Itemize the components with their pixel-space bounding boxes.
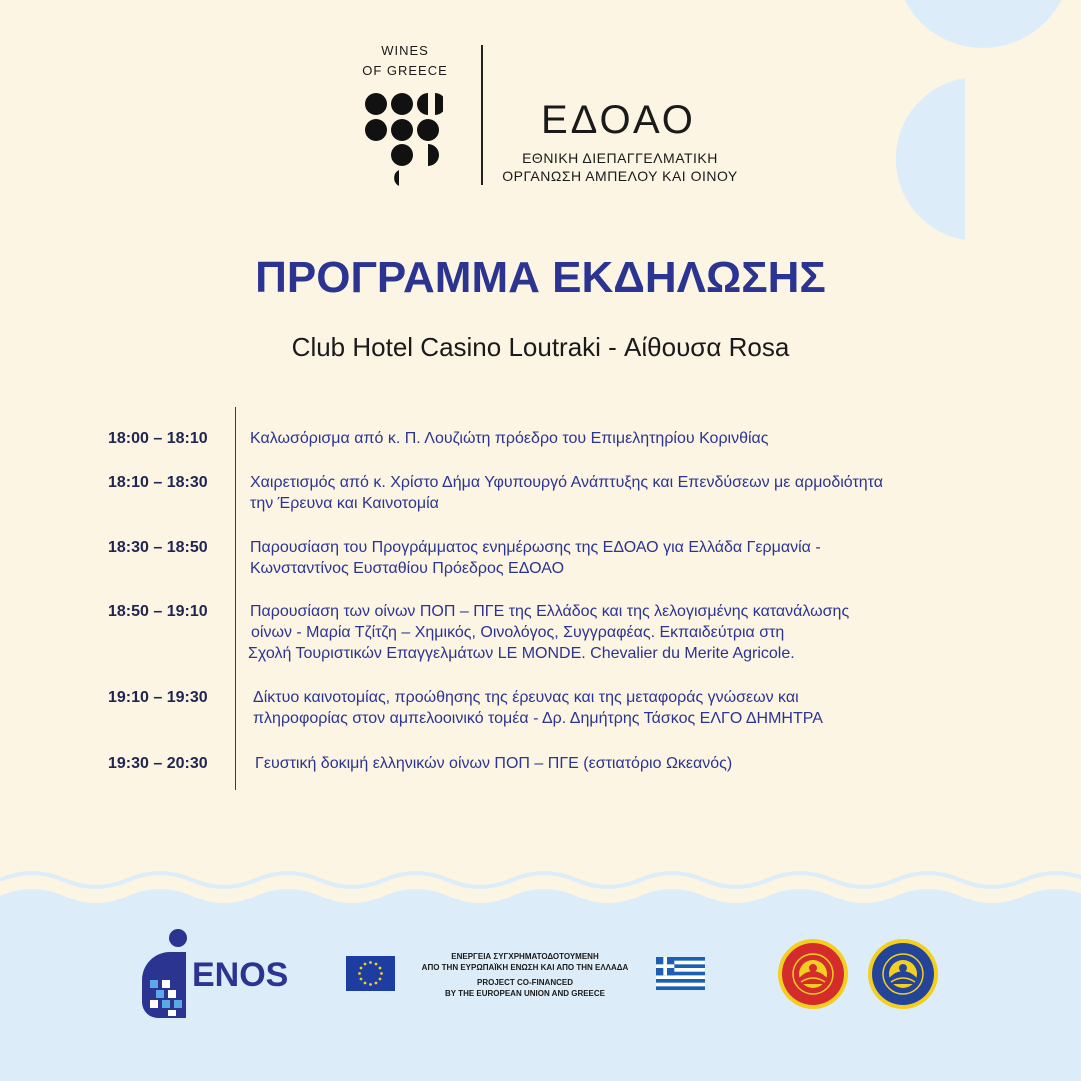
schedule-description [253,687,823,729]
enos-logo-icon [140,928,190,1020]
schedule-description [250,537,821,579]
eu-flag-icon [346,956,395,991]
schedule-description [250,601,849,664]
schedule-divider [235,407,236,790]
eu-text-line4: BY THE EUROPEAN UNION AND GREECE [444,989,606,998]
eu-text-line3: PROJECT CO-FINANCED [476,978,573,987]
schedule-time: 18:10 – 18:30 [108,474,208,491]
schedule-description-line: την Έρευνα και Καινοτομία [250,495,439,512]
schedule-time: 19:10 – 19:30 [108,689,208,706]
schedule-time: 18:30 – 18:50 [108,539,208,556]
schedule-description-line: Παρουσίαση των οίνων ΠΟΠ – ΠΓΕ της Ελλάδος και της λελογισμένης κατανάλωσης [250,603,850,620]
schedule-description-line: Παρουσίαση του Προγράμματος ενημέρωσης της ΕΔΟΑΟ για Ελλάδα Γερμανία - [250,539,821,556]
grape-cluster-icon [363,92,443,187]
schedule-description-line: Χαιρετισμός από κ. Χρίστο Δήμα Υφυπουργό Ανάπτυξης και Επενδύσεων με αρμοδιότητα [250,474,884,491]
schedule-description-line: Καλωσόρισμα από κ. Π. Λουζιώτη πρόεδρο του Επιμελητηρίου Κορινθίας [250,430,769,447]
greek-flag-icon [656,957,705,990]
org-name-line2: ΟΡΓΑΝΩΣΗ ΑΜΠΕΛΟΥ ΚΑΙ ΟΙΝΟΥ [502,168,738,184]
enos-label: ENOS [192,956,289,994]
pdo-seal-icon [777,938,849,1010]
wines-logo-line2: OF GREECE [362,63,448,78]
schedule-time: 18:50 – 19:10 [108,603,208,620]
schedule-description-line: πληροφορίας στον αμπελοοινικό τομέα - Δρ. Δημήτρης Τάσκος ΕΛΓΟ ΔΗΜΗΤΡΑ [253,710,823,727]
venue-subtitle: Club Hotel Casino Loutraki - Αίθουσα Rosa [291,332,790,362]
logo-divider [481,45,483,185]
eu-text-line1: ΕΝΕΡΓΕΙΑ ΣΥΓΧΡΗΜΑΤΟΔΟΤΟΥΜΕΝΗ [451,952,599,961]
pgi-seal-icon [867,938,939,1010]
eu-text-line2: ΑΠΟ ΤΗΝ ΕΥΡΩΠΑΪΚΗ ΕΝΩΣΗ ΚΑΙ ΑΠΟ ΤΗΝ ΕΛΛΑΔΑ [421,963,629,972]
schedule-description-line: Δίκτυο καινοτομίας, προώθησης της έρευνας και της μεταφοράς γνώσεων και [253,689,799,706]
schedule-description-line: Γευστική δοκιμή ελληνικών οίνων ΠΟΠ – ΠΓΕ (εστιατόριο Ωκεανός) [255,755,733,772]
schedule-description-line: οίνων - Μαρία Τζίτζη – Χημικός, Οινολόγος, Συγγραφέας. Εκπαιδεύτρια στη [251,624,785,641]
org-acronym: ΕΔΟΑΟ [541,98,696,142]
schedule-description [250,428,769,449]
page-title: ΠΡΟΓΡΑΜΜΑ ΕΚΔΗΛΩΣΗΣ [255,253,826,302]
schedule-description [255,753,732,774]
org-name-line1: ΕΘΝΙΚΗ ΔΙΕΠΑΓΓΕΛΜΑΤΙΚΗ [522,150,718,166]
schedule-time: 18:00 – 18:10 [108,430,208,447]
schedule-description-line: Κωνσταντίνος Ευσταθίου Πρόεδρος ΕΔΟΑΟ [250,560,565,577]
wines-logo-line1: WINES [381,43,429,58]
schedule-time: 19:30 – 20:30 [108,755,208,772]
schedule-description [250,472,883,514]
schedule-description-line: Σχολή Τουριστικών Επαγγελμάτων LE MONDE. Chevalier du Merite Agricole. [248,645,795,662]
